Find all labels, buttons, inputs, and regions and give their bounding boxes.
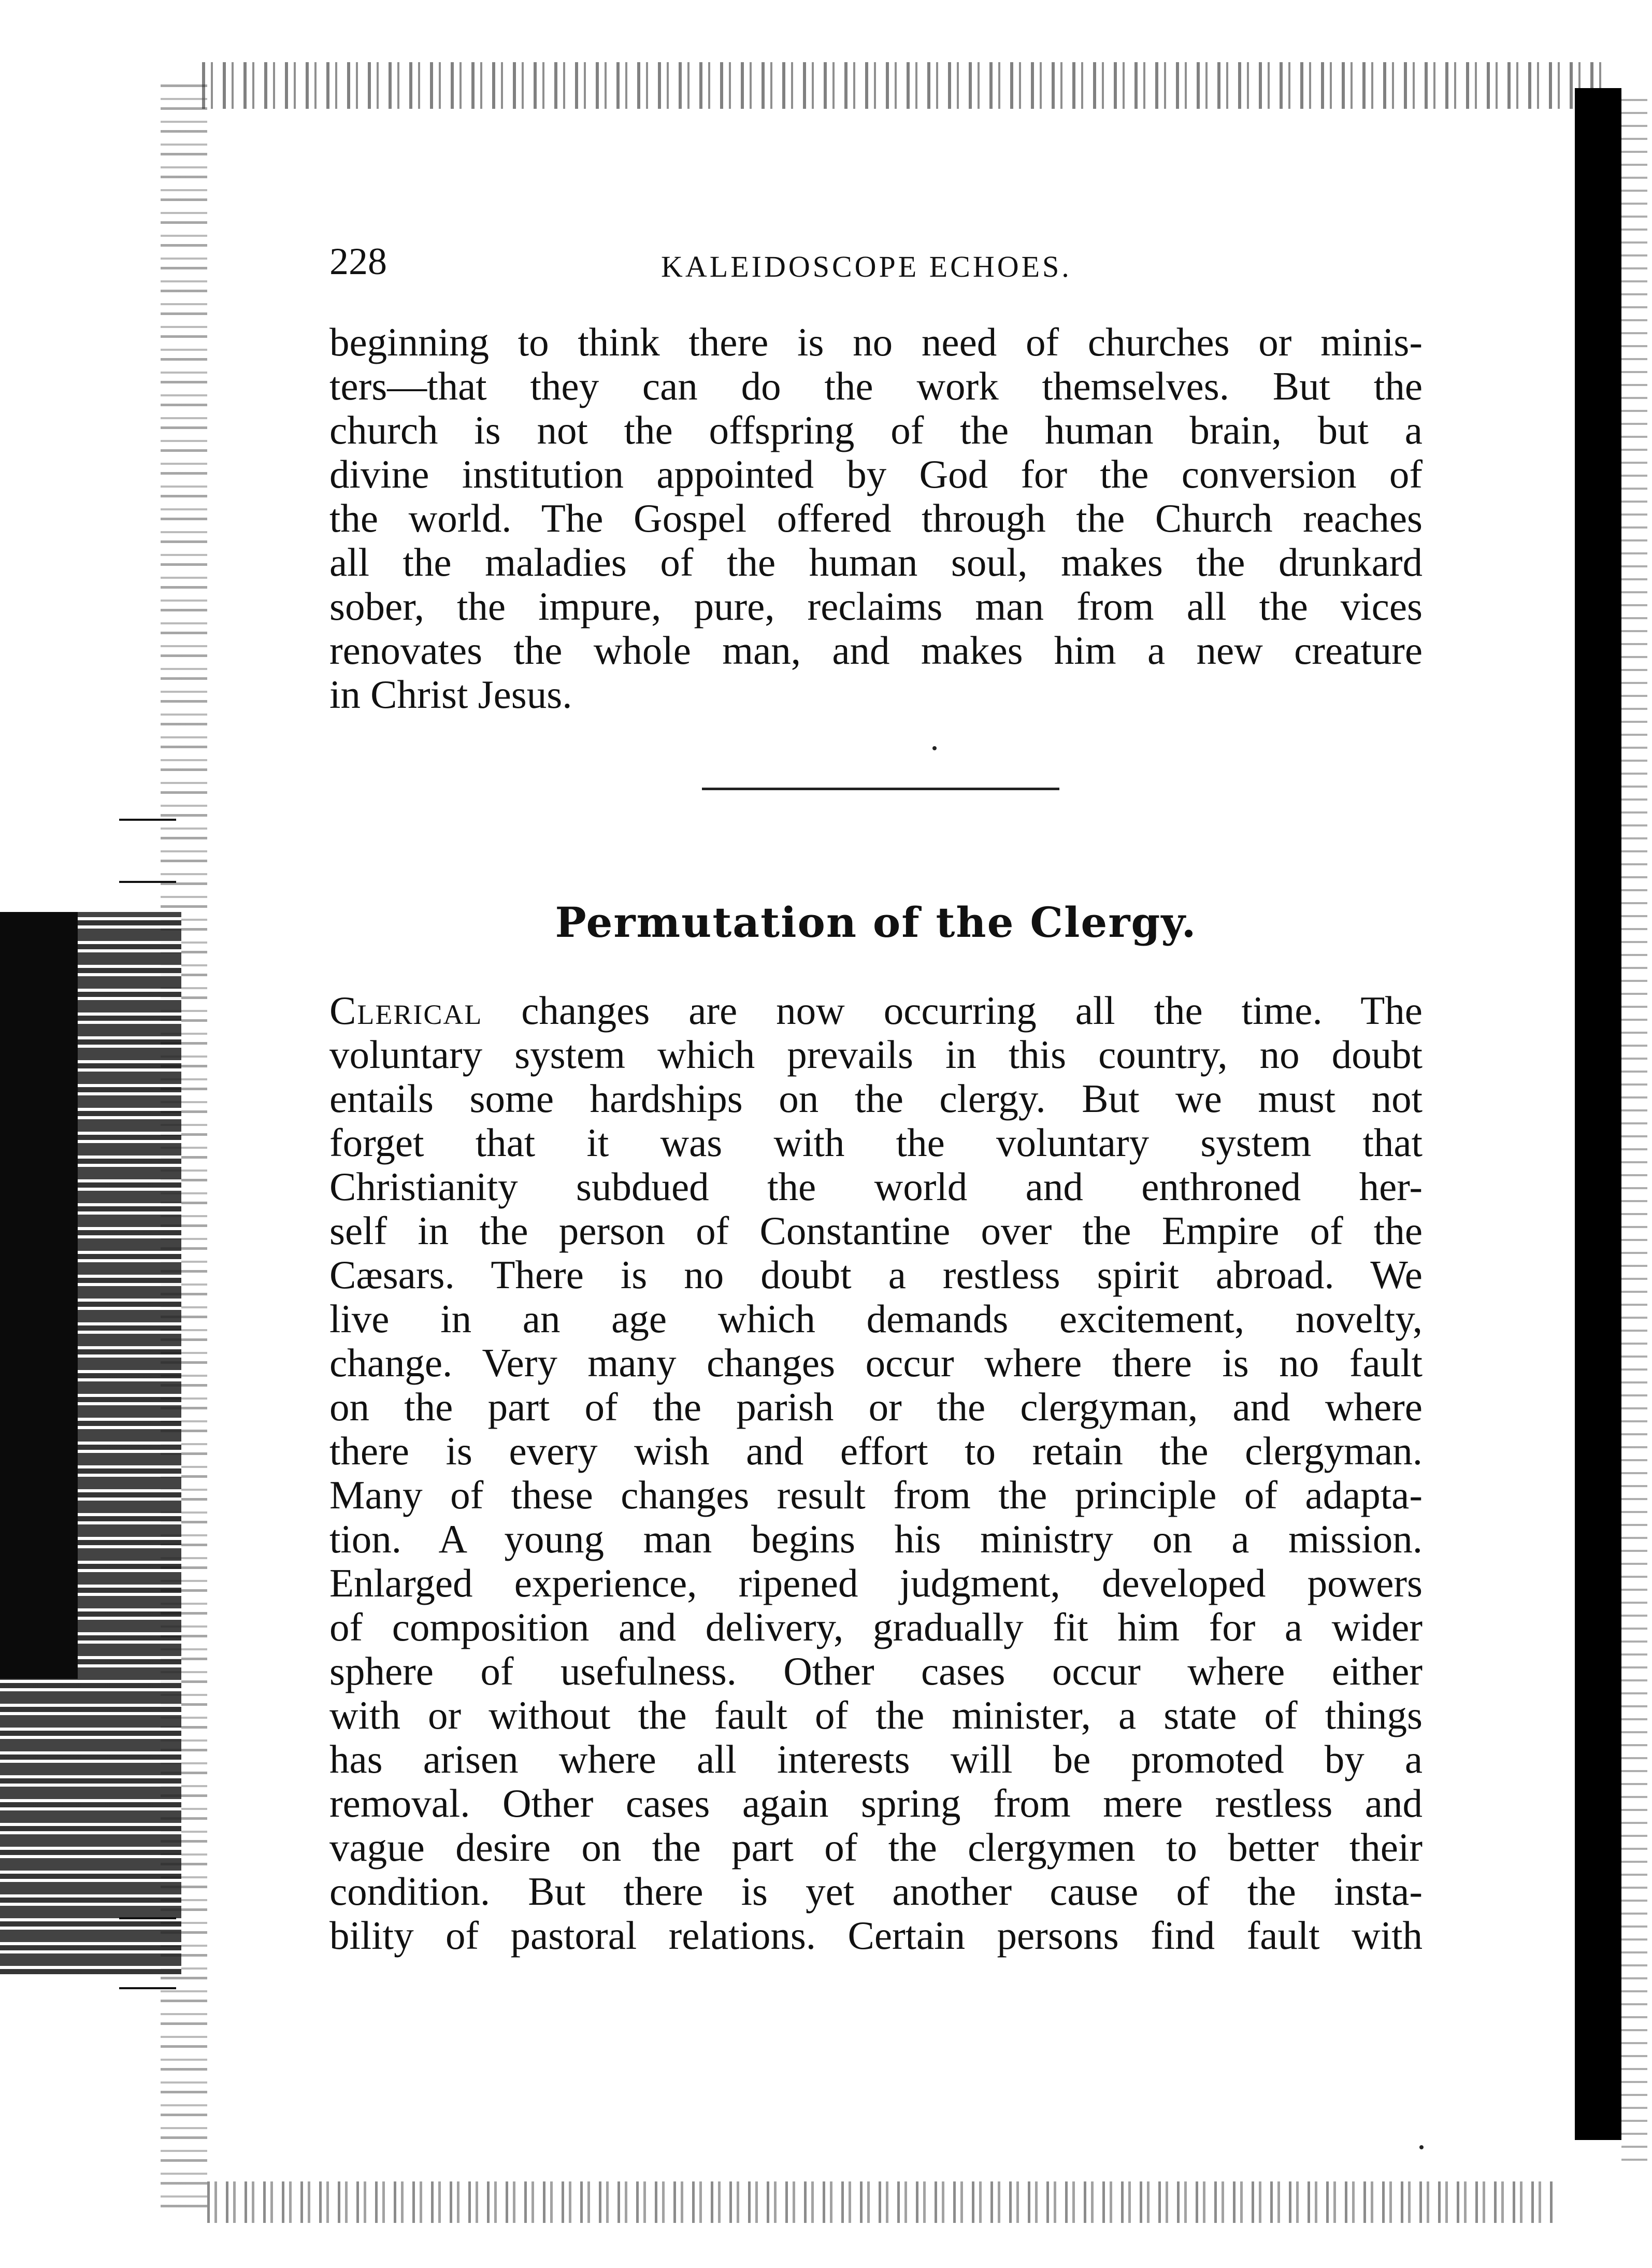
text-line: the world. The Gospel offered through the Church reaches <box>329 496 1423 540</box>
page-number: 228 <box>329 240 387 283</box>
binding-rule <box>119 1987 176 1989</box>
text-line: of composition and delivery, gradually fit him for a wider <box>329 1605 1423 1649</box>
text-line: entails some hardships on the clergy. But we must not <box>329 1076 1423 1121</box>
text-line: all the maladies of the human soul, makes the drunkard <box>329 540 1423 584</box>
text-line: sober, the impure, pure, reclaims man from all the vices <box>329 584 1423 629</box>
text-line: Many of these changes result from the principle of adapta- <box>329 1473 1423 1517</box>
text-line: live in an age which demands excitement, novelty, <box>329 1296 1423 1341</box>
text-line: removal. Other cases again spring from mere restless and <box>329 1781 1423 1825</box>
text-line: Enlarged experience, ripened judgment, developed powers <box>329 1561 1423 1605</box>
text-line: self in the person of Constantine over the Empire of the <box>329 1208 1423 1253</box>
binding-rule <box>119 881 176 883</box>
binding-dark-block <box>0 912 78 1679</box>
text-line: Cæsars. There is no doubt a restless spirit abroad. We <box>329 1252 1423 1297</box>
text-line: divine institution appointed by God for the conversion of <box>329 452 1423 496</box>
text-line: tion. A young man begins his ministry on a mission. <box>329 1517 1423 1561</box>
text-line: Christianity subdued the world and enthroned her- <box>329 1164 1423 1209</box>
page-header <box>329 231 1423 293</box>
speck <box>1419 2145 1424 2149</box>
text-line: church is not the offspring of the human brain, but a <box>329 408 1423 452</box>
speck <box>932 746 937 750</box>
binding-rule <box>119 1917 176 1919</box>
running-head: KALEIDOSCOPE ECHOES. <box>661 250 1072 283</box>
text-line: sphere of usefulness. Other cases occur where either <box>329 1649 1423 1693</box>
text-line: with or without the fault of the minister, a state of things <box>329 1693 1423 1737</box>
section-title: Permutation of the Clergy. <box>555 898 1197 947</box>
text-line: on the part of the parish or the clergyman, and where <box>329 1385 1423 1429</box>
binding-rule <box>119 819 176 821</box>
text-line <box>329 989 1423 1033</box>
text-line: change. Very many changes occur where there is no fault <box>329 1340 1423 1385</box>
text-line: has arisen where all interests will be promoted by a <box>329 1737 1423 1781</box>
text-line: in Christ Jesus. <box>329 672 572 717</box>
scan-edge-bottom <box>207 2181 1554 2223</box>
text-line: there is every wish and effort to retain the clergyman. <box>329 1429 1423 1473</box>
text-line: voluntary system which prevails in this country, no doubt <box>329 1032 1423 1077</box>
text-line: bility of pastoral relations. Certain persons find fault with <box>329 1913 1423 1958</box>
right-edge-shadow <box>1575 88 1621 2140</box>
paragraph-2 <box>329 989 1423 1958</box>
text-line: vague desire on the part of the clergymen to better their <box>329 1825 1423 1870</box>
text-line: beginning to think there is no need of churches or minis- <box>329 320 1423 364</box>
scan-edge-right <box>1621 88 1647 2161</box>
paragraph-1 <box>329 320 1423 717</box>
text-line-rest: changes are now occurring all the time. The <box>482 988 1423 1033</box>
text-line: forget that it was with the voluntary system that <box>329 1120 1423 1165</box>
text-line: condition. But there is yet another cause of the insta- <box>329 1869 1423 1914</box>
scan-edge-top <box>202 62 1606 109</box>
section-divider <box>702 788 1059 790</box>
lead-word: Clerical <box>329 988 483 1033</box>
text-line: ters—that they can do the work themselves. But the <box>329 364 1423 408</box>
text-line: renovates the whole man, and makes him a new creature <box>329 628 1423 673</box>
